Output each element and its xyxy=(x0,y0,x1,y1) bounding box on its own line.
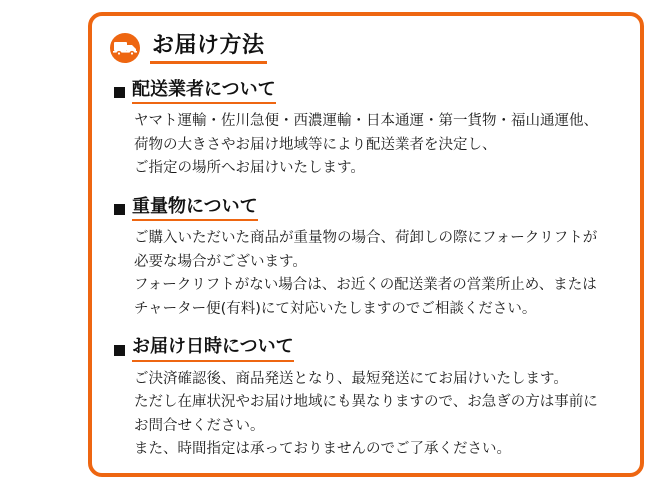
body-line: ヤマト運輸・佐川急便・西濃運輸・日本通運・第一貨物・福山通運他、 xyxy=(134,113,598,130)
section-body xyxy=(134,227,626,321)
body-line: ご指定の場所へお届けいたします。 xyxy=(134,160,365,177)
section-heavy-items xyxy=(108,195,626,321)
delivery-info-card xyxy=(88,12,644,477)
square-bullet-icon xyxy=(114,204,125,215)
section-body xyxy=(134,110,626,180)
section-heading xyxy=(114,78,626,104)
body-line: ただし在庫状況やお届け地域にも異なりますので、お急ぎの方は事前に xyxy=(134,394,598,411)
section-heading-label: お届け日時について xyxy=(132,335,294,361)
square-bullet-icon xyxy=(114,87,125,98)
body-line: ご決済確認後、商品発送となり、最短発送にてお届けいたします。 xyxy=(134,370,568,387)
body-line: チャーター便(有料)にて対応いたしますのでご相談ください。 xyxy=(134,300,537,317)
section-delivery-datetime xyxy=(108,335,626,461)
section-heading xyxy=(114,335,626,361)
square-bullet-icon xyxy=(114,345,125,356)
body-line: お問合せください。 xyxy=(134,417,265,434)
card-content xyxy=(108,28,626,463)
body-line: ご購入いただいた商品が重量物の場合、荷卸しの際にフォークリフトが xyxy=(134,230,598,247)
body-line: 必要な場合がございます。 xyxy=(134,253,307,270)
card-header xyxy=(108,28,626,68)
body-line: また、時間指定は承っておりませんのでご了承ください。 xyxy=(134,441,511,458)
section-body xyxy=(134,368,626,462)
body-line: 荷物の大きさやお届け地域等により配送業者を決定し、 xyxy=(134,136,497,153)
card-title: お届け方法 xyxy=(150,32,267,65)
section-heading-label: 配送業者について xyxy=(132,78,276,104)
section-heading xyxy=(114,195,626,221)
section-shipping-carrier xyxy=(108,78,626,181)
body-line: フォークリフトがない場合は、お近くの配送業者の営業所止め、または xyxy=(134,277,597,294)
delivery-truck-icon xyxy=(108,33,142,63)
section-heading-label: 重量物について xyxy=(132,195,258,221)
